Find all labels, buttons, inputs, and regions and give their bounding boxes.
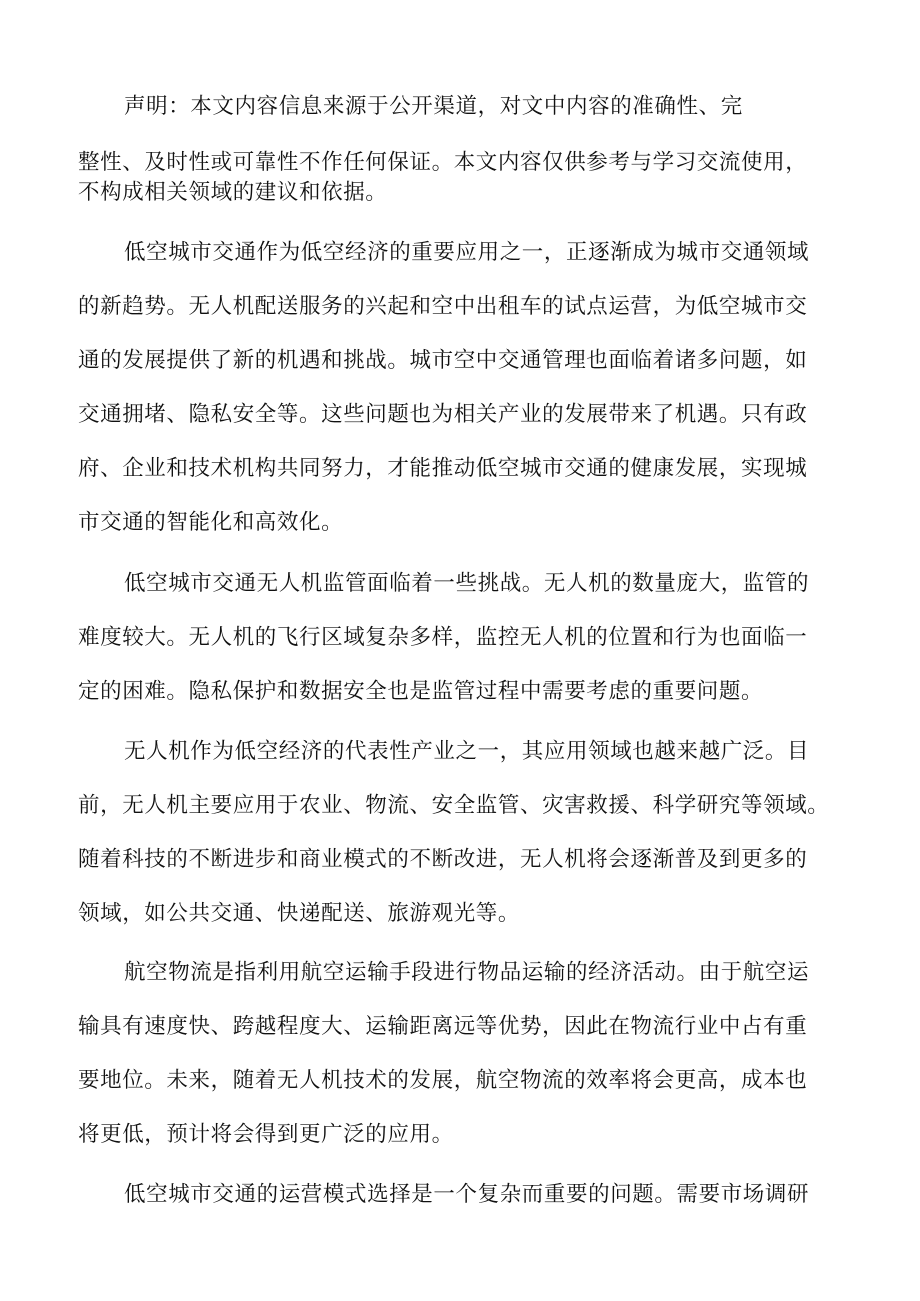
body-paragraph-2	[78, 557, 858, 719]
text-line: 前，无人机主要应用于农业、物流、安全监管、灾害救援、科学研究等领域。	[78, 793, 830, 818]
text-line: 低空城市交通作为低空经济的重要应用之一，正逐渐成为城市交通领域	[124, 240, 810, 265]
body-paragraph-5	[78, 1168, 858, 1222]
text-line: 难度较大。无人机的飞行区域复杂多样，监控无人机的位置和行为也面临一	[78, 625, 808, 650]
text-line: 通的发展提供了新的机遇和挑战。城市空中交通管理也面临着诸多问题，如	[78, 348, 808, 373]
text-line: 输具有速度快、跨越程度大、运输距离远等优势，因此在物流行业中占有重	[78, 1014, 808, 1039]
text-line: 交通拥堵、隐私安全等。这些问题也为相关产业的发展带来了机遇。只有政	[78, 402, 808, 427]
text-line: 低空城市交通的运营模式选择是一个复杂而重要的问题。需要市场调研	[124, 1182, 810, 1207]
text-line: 要地位。未来，随着无人机技术的发展，航空物流的效率将会更高，成本也	[78, 1068, 808, 1093]
body-paragraph-4	[78, 946, 858, 1162]
body-paragraph-3	[78, 725, 858, 941]
text-line: 低空城市交通无人机监管面临着一些挑战。无人机的数量庞大，监管的	[124, 571, 810, 596]
text-line: 将更低，预计将会得到更广泛的应用。	[78, 1122, 454, 1147]
text-line: 整性、及时性或可靠性不作任何保证。本文内容仅供参考与学习交流使用，	[78, 150, 808, 175]
text-line: 声明：本文内容信息来源于公开渠道，对文中内容的准确性、完	[124, 94, 743, 119]
text-line: 的新趋势。无人机配送服务的兴起和空中出租车的试点运营，为低空城市交	[78, 294, 808, 319]
text-line: 无人机作为低空经济的代表性产业之一，其应用领域也越来越广泛。目	[124, 739, 810, 764]
text-line: 航空物流是指利用航空运输手段进行物品运输的经济活动。由于航空运	[124, 960, 810, 985]
text-line: 定的困难。隐私保护和数据安全也是监管过程中需要考虑的重要问题。	[78, 679, 764, 704]
text-line: 不构成相关领域的建议和依据。	[78, 180, 388, 205]
text-line: 领域，如公共交通、快递配送、旅游观光等。	[78, 901, 521, 926]
text-line: 府、企业和技术机构共同努力，才能推动低空城市交通的健康发展，实现城	[78, 456, 808, 481]
text-line: 随着科技的不断进步和商业模式的不断改进，无人机将会逐渐普及到更多的	[78, 847, 808, 872]
text-line: 市交通的智能化和高效化。	[78, 510, 344, 535]
disclaimer-paragraph-continued	[78, 148, 858, 208]
body-paragraph-1	[78, 226, 858, 550]
disclaimer-paragraph	[78, 80, 858, 134]
